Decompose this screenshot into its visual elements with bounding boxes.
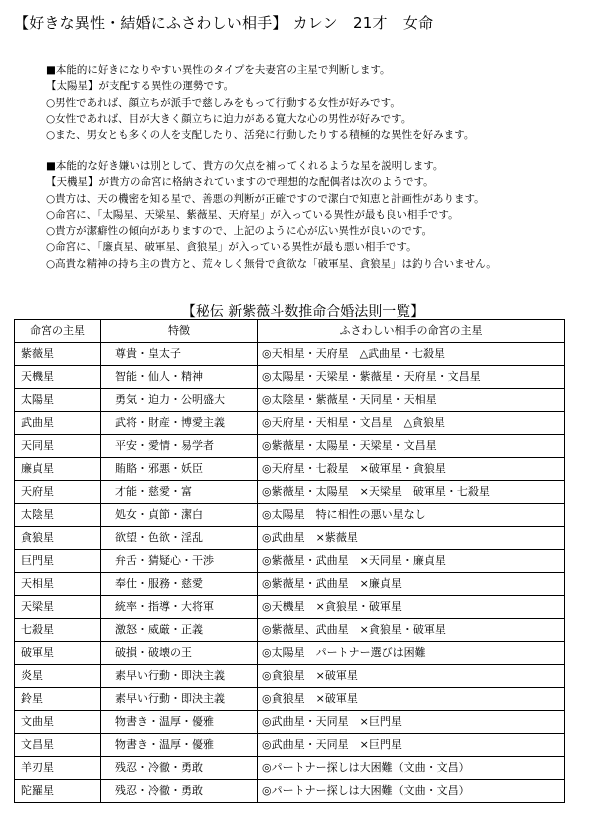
traits-cell: 尊貴・皇太子: [101, 343, 258, 366]
table-row: [15, 642, 565, 665]
main-star-cell: 天府星: [15, 481, 101, 504]
partner-cell: ◎武曲星・天同星 ×巨門星: [258, 711, 565, 734]
main-star-cell: 天梁星: [15, 596, 101, 619]
table-row: [15, 550, 565, 573]
traits-cell: 激怒・威厳・正義: [101, 619, 258, 642]
text-line: ■本能的な好き嫌いは別として、貴方の欠点を補ってくれるような星を説明します。: [46, 160, 444, 172]
partner-cell: ◎紫薇星・武曲星 ×廉貞星: [258, 573, 565, 596]
partner-cell: ◎パートナー探しは大困難（文曲・文昌）: [258, 757, 565, 780]
text-line: ○男性であれば、顔立ちが派手で慈しみをもって行動する女性が好みです。: [46, 96, 401, 109]
main-star-cell: 炎星: [15, 665, 101, 688]
partner-cell: ◎紫薇星・太陽星・天梁星・文昌星: [258, 435, 565, 458]
partner-cell: ◎紫薇星・武曲星 ×天同星・廉貞星: [258, 550, 565, 573]
partner-cell: ◎天府星・七殺星 ×破軍星・貪狼星: [258, 458, 565, 481]
text-line: ○命宮に、「太陽星、天梁星、紫薇星、天府星」が入っている異性が最も良い相手です。: [46, 208, 459, 221]
traits-cell: 素早い行動・即決主義: [101, 665, 258, 688]
header-suitable-partner: ふさわしい相手の命宮の主星: [258, 320, 565, 343]
main-star-cell: 天同星: [15, 435, 101, 458]
main-star-cell: 廉貞星: [15, 458, 101, 481]
traits-cell: 素早い行動・即決主義: [101, 688, 258, 711]
main-star-cell: 羊刃星: [15, 757, 101, 780]
table-row: [15, 573, 565, 596]
attraction-section: [46, 62, 586, 143]
partner-cell: ◎天機星 ×貪狼星・破軍星: [258, 596, 565, 619]
text-line: ○貴方は、天の機密を知る星で、善悪の判断が正確ですので潔白で知恵と計画性があります。: [46, 192, 485, 205]
text-line: ○高貴な精神の持ち主の貴方と、荒々しく無骨で貪欲な「破軍星、貪狼星」は釣り合いません。: [46, 257, 497, 270]
table-row: [15, 665, 565, 688]
traits-cell: 物書き・温厚・優雅: [101, 734, 258, 757]
main-star-cell: 太陰星: [15, 504, 101, 527]
table-row: [15, 688, 565, 711]
partner-cell: ◎太陽星 パートナー選びは困難: [258, 642, 565, 665]
table-row: [15, 343, 565, 366]
main-star-cell: 太陽星: [15, 389, 101, 412]
traits-cell: 欲望・色欲・淫乱: [101, 527, 258, 550]
traits-cell: 平安・愛情・易学者: [101, 435, 258, 458]
partner-cell: ◎天相星・天府星 △武曲星・七殺星: [258, 343, 565, 366]
table-row: [15, 389, 565, 412]
table-row: [15, 619, 565, 642]
partner-cell: ◎貪狼星 ×破軍星: [258, 665, 565, 688]
traits-cell: 智能・仙人・精神: [101, 366, 258, 389]
table-header-row: [15, 320, 565, 343]
text-line: ○貴方が潔癖性の傾向がありますので、上記のように心が広い異性が良いのです。: [46, 225, 433, 238]
traits-cell: 奉仕・服務・慈愛: [101, 573, 258, 596]
compatibility-table: [14, 319, 565, 803]
table-row: [15, 504, 565, 527]
table-row: [15, 757, 565, 780]
partner-cell: ◎武曲星 ×紫薇星: [258, 527, 565, 550]
table-row: [15, 435, 565, 458]
table-row: [15, 711, 565, 734]
traits-cell: 統率・指導・大将軍: [101, 596, 258, 619]
partner-cell: ◎太陽星 特に相性の悪い星なし: [258, 504, 565, 527]
traits-cell: 勇気・迫力・公明盛大: [101, 389, 258, 412]
table-row: [15, 366, 565, 389]
table-row: [15, 596, 565, 619]
main-star-cell: 天相星: [15, 573, 101, 596]
main-star-cell: 天機星: [15, 366, 101, 389]
partner-cell: ◎紫薇星・太陽星 ×天梁星 破軍星・七殺星: [258, 481, 565, 504]
traits-cell: 処女・貞節・潔白: [101, 504, 258, 527]
page-title: 【好きな異性・結婚にふさわしい相手】 カレン 21才 女命: [14, 14, 434, 32]
partner-cell: ◎太陰星・紫薇星・天同星・天相星: [258, 389, 565, 412]
partner-cell: ◎紫薇星、武曲星 ×貪狼星・破軍星: [258, 619, 565, 642]
traits-cell: 才能・慈愛・富: [101, 481, 258, 504]
ideal-partner-section: [46, 158, 586, 272]
main-star-cell: 巨門星: [15, 550, 101, 573]
table-row: [15, 780, 565, 803]
main-star-cell: 文曲星: [15, 711, 101, 734]
header-traits: 特徴: [101, 320, 258, 343]
table-row: [15, 481, 565, 504]
traits-cell: 破損・破壊の王: [101, 642, 258, 665]
text-line: ○女性であれば、目が大きく顔立ちに迫力がある寛大な心の男性が好みです。: [46, 112, 412, 125]
partner-cell: ◎貪狼星 ×破軍星: [258, 688, 565, 711]
text-line: 【天機星】が貴方の命宮に格納されていますので理想的な配偶者は次のようです。: [46, 176, 434, 189]
main-star-cell: 破軍星: [15, 642, 101, 665]
traits-cell: 賄賂・邪悪・妖臣: [101, 458, 258, 481]
main-star-cell: 七殺星: [15, 619, 101, 642]
traits-cell: 弁舌・猜疑心・干渉: [101, 550, 258, 573]
table-title: 【秘伝 新紫薇斗数推命合婚法則一覧】: [181, 304, 425, 320]
partner-cell: ◎パートナー探しは大困難（文曲・文昌）: [258, 780, 565, 803]
traits-cell: 武将・財産・博愛主義: [101, 412, 258, 435]
main-star-cell: 鈴星: [15, 688, 101, 711]
partner-cell: ◎武曲星・天同星 ×巨門星: [258, 734, 565, 757]
table-row: [15, 527, 565, 550]
main-star-cell: 武曲星: [15, 412, 101, 435]
partner-cell: ◎太陽星・天梁星・紫薇星・天府星・文昌星: [258, 366, 565, 389]
traits-cell: 残忍・冷徹・勇敢: [101, 780, 258, 803]
partner-cell: ◎天府星・天相星・文昌星 △貪狼星: [258, 412, 565, 435]
main-star-cell: 陀羅星: [15, 780, 101, 803]
table-row: [15, 412, 565, 435]
main-star-cell: 紫薇星: [15, 343, 101, 366]
header-main-star: 命宮の主星: [15, 320, 101, 343]
main-star-cell: 貪狼星: [15, 527, 101, 550]
table-row: [15, 458, 565, 481]
traits-cell: 物書き・温厚・優雅: [101, 711, 258, 734]
text-line: ○命宮に、「廉貞星、破軍星、貪狼星」が入っている異性が最も悪い相手です。: [46, 241, 417, 254]
text-line: ■本能的に好きになりやすい異性のタイプを夫妻宮の主星で判断します。: [46, 64, 391, 76]
text-line: 【太陽星】が支配する異性の運勢です。: [46, 80, 235, 93]
table-row: [15, 734, 565, 757]
text-line: ○また、男女とも多くの人を支配したり、活発に行動したりする積極的な異性を好みます。: [46, 129, 475, 142]
traits-cell: 残忍・冷徹・勇敢: [101, 757, 258, 780]
main-star-cell: 文昌星: [15, 734, 101, 757]
